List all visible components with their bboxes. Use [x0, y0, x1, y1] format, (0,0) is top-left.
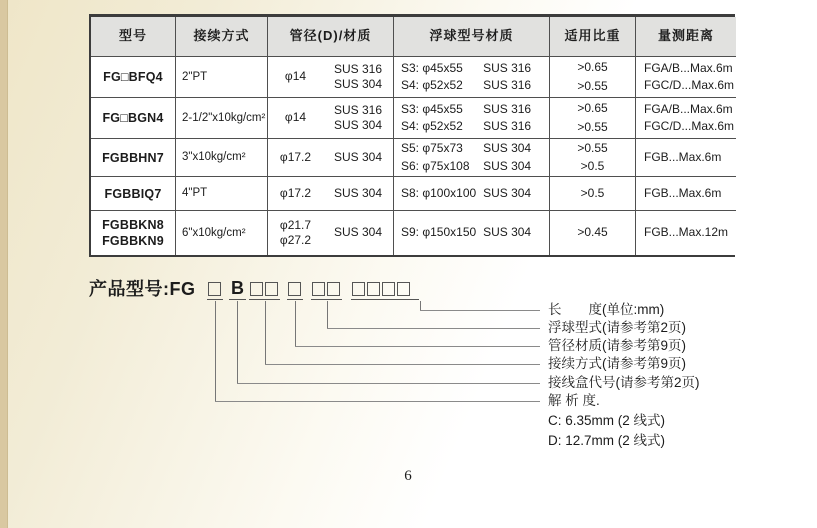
code-group-pipe-material [287, 282, 303, 300]
pipe-diameter: φ21.7 [279, 217, 312, 232]
cell-pipe [268, 57, 394, 98]
cell-distance [636, 57, 736, 98]
float-material: SUS 304 [483, 185, 532, 200]
leader-line [237, 383, 540, 384]
pipe-material: SUS 304 [333, 225, 383, 240]
code-group-connection [249, 282, 280, 300]
leader-line [420, 301, 421, 310]
spec-table [89, 14, 735, 257]
cell-model [91, 177, 176, 211]
model-text: FGBBKN9 [102, 234, 164, 248]
cell-connection [176, 57, 268, 98]
product-code-line [89, 279, 609, 303]
cell-float [394, 139, 550, 177]
model-text: FGBBHN7 [102, 150, 164, 165]
pipe-material: SUS 304 [333, 185, 383, 200]
gravity-value: >0.5 [580, 185, 605, 200]
cell-distance [636, 177, 736, 211]
model-text: FGBBKN8 [102, 218, 164, 232]
pipe-diameter: φ14 [284, 110, 307, 125]
cell-gravity [550, 177, 636, 211]
float-code: S3: φ45x55 [401, 101, 463, 116]
float-material: SUS 316 [483, 60, 532, 75]
pipe-diameter: φ17.2 [279, 149, 312, 164]
cell-pipe [268, 177, 394, 211]
model-digit-box [327, 282, 340, 296]
cell-gravity [550, 98, 636, 139]
leader-line [237, 301, 238, 383]
cell-model [91, 57, 176, 98]
label-float-type: 浮球型式(请参考第2页) [548, 320, 686, 335]
gravity-value: >0.65 [577, 101, 608, 116]
model-digit-box [288, 282, 301, 296]
leader-line [215, 301, 216, 401]
page-number: 6 [404, 468, 412, 484]
cell-float [394, 98, 550, 139]
code-group-float-type [311, 282, 342, 300]
float-code: S6: φ75x108 [401, 158, 470, 173]
label-connection: 接续方式(请参考第9页) [548, 356, 686, 371]
model-digit-box [250, 282, 263, 296]
gravity-value: >0.55 [577, 140, 608, 155]
cell-pipe [268, 98, 394, 139]
distance-value: FGC/D...Max.6m [644, 119, 735, 133]
cell-distance [636, 139, 736, 177]
connection-text: 2-1/2"x10kg/cm² [182, 111, 266, 124]
gravity-value: >0.5 [580, 159, 605, 173]
pipe-diameter: φ14 [284, 69, 307, 84]
column-header-float: 浮球型号材质 [394, 17, 550, 57]
label-resolution: 解 析 度. [548, 393, 600, 408]
code-fixed-b: B [231, 278, 244, 298]
cell-connection [176, 177, 268, 211]
cell-float [394, 211, 550, 255]
float-material: SUS 316 [483, 101, 532, 116]
pipe-material: SUS 304 [333, 77, 383, 91]
label-pipe-material: 管径材质(请参考第9页) [548, 338, 686, 353]
pipe-material: SUS 316 [333, 61, 383, 76]
column-header-pipe: 管径(D)/材质 [268, 17, 394, 57]
product-code-prefix: 产品型号:FG [89, 279, 196, 299]
cell-pipe [268, 139, 394, 177]
pipe-material: SUS 304 [333, 118, 383, 132]
cell-gravity [550, 139, 636, 177]
cell-gravity [550, 57, 636, 98]
pipe-material: SUS 316 [333, 102, 383, 117]
gravity-value: >0.45 [577, 225, 608, 240]
connection-text: 6"x10kg/cm² [182, 226, 246, 239]
model-digit-box [312, 282, 325, 296]
pipe-material: SUS 304 [333, 149, 383, 164]
column-header-connection: 接续方式 [176, 17, 268, 57]
float-code: S5: φ75x73 [401, 141, 463, 156]
float-material: SUS 304 [483, 158, 532, 173]
model-text: FG□BFQ4 [103, 70, 163, 84]
gravity-value: >0.55 [577, 78, 608, 93]
leader-line [420, 310, 540, 311]
float-code: S8: φ100x100 [401, 185, 477, 200]
column-header-gravity: 适用比重 [550, 17, 636, 57]
cell-float [394, 57, 550, 98]
cell-connection [176, 139, 268, 177]
leader-line [215, 401, 540, 402]
float-code: S4: φ52x52 [401, 119, 463, 133]
float-material: SUS 304 [483, 225, 532, 240]
model-text: FG□BGN4 [102, 111, 164, 125]
code-group-length [351, 282, 419, 300]
distance-value: FGB...Max.6m [644, 185, 722, 200]
pipe-diameter: φ27.2 [279, 233, 312, 247]
model-digit-box [208, 282, 221, 296]
float-material: SUS 316 [483, 78, 532, 92]
distance-value: FGA/B...Max.6m [644, 101, 733, 116]
cell-pipe [268, 211, 394, 255]
cell-distance [636, 211, 736, 255]
float-code: S4: φ52x52 [401, 78, 463, 92]
leader-line [327, 301, 328, 328]
gravity-value: >0.65 [577, 60, 608, 75]
distance-value: FGB...Max.12m [644, 225, 729, 240]
cell-float [394, 177, 550, 211]
model-digit-box [265, 282, 278, 296]
gravity-value: >0.55 [577, 119, 608, 134]
column-header-model: 型号 [91, 17, 176, 57]
leader-line [295, 301, 296, 346]
leader-line [265, 301, 266, 364]
label-junction-box: 接线盒代号(请参考第2页) [548, 375, 700, 390]
cell-connection [176, 98, 268, 139]
distance-value: FGA/B...Max.6m [644, 60, 733, 75]
cell-connection [176, 211, 268, 255]
distance-value: FGB...Max.6m [644, 149, 722, 164]
float-material: SUS 316 [483, 119, 532, 133]
connection-text: 3"x10kg/cm² [182, 151, 246, 164]
float-material: SUS 304 [483, 141, 532, 156]
connection-text: 2"PT [182, 70, 208, 83]
model-digit-box [352, 282, 365, 296]
page-edge-strip [0, 0, 8, 528]
leader-line [327, 328, 540, 329]
leader-line [295, 346, 540, 347]
leader-line [265, 364, 540, 365]
float-code: S3: φ45x55 [401, 60, 463, 75]
label-resolution-c: C: 6.35mm (2 线式) [548, 413, 666, 428]
connection-text: 4"PT [182, 187, 208, 200]
model-digit-box [382, 282, 395, 296]
model-text: FGBBIQ7 [104, 186, 162, 201]
cell-distance [636, 98, 736, 139]
model-digit-box [367, 282, 380, 296]
pipe-diameter: φ17.2 [279, 185, 312, 200]
cell-model [91, 98, 176, 139]
cell-model [91, 211, 176, 255]
code-group-resolution [207, 282, 223, 300]
float-code: S9: φ150x150 [401, 225, 477, 240]
cell-gravity [550, 211, 636, 255]
column-header-distance: 量测距离 [636, 17, 736, 57]
model-digit-box [397, 282, 410, 296]
cell-model [91, 139, 176, 177]
distance-value: FGC/D...Max.6m [644, 78, 735, 92]
label-resolution-d: D: 12.7mm (2 线式) [548, 433, 666, 448]
label-length: 长 度(单位:mm) [548, 302, 665, 317]
